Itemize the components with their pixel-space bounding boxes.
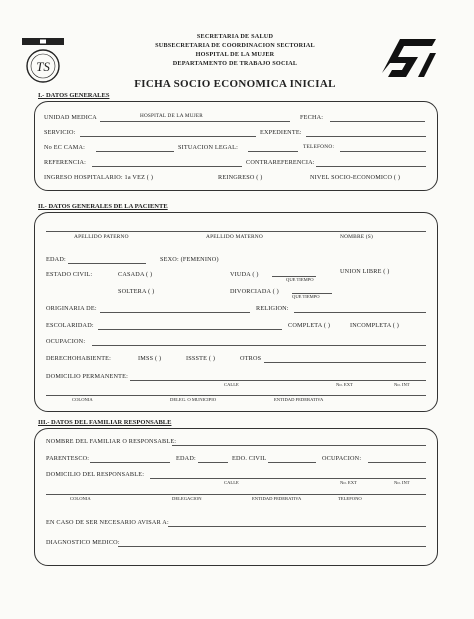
unidad-medica-label: UNIDAD MEDICA <box>44 114 97 121</box>
contrarreferencia-label: CONTRAREFERENCIA: <box>246 159 315 166</box>
no-int-familiar-label: No. INT <box>394 480 410 485</box>
edo-civil-line[interactable] <box>268 462 316 463</box>
no-ec-cama-line[interactable] <box>96 151 174 152</box>
en-caso-label: EN CASO DE SER NECESARIO AVISAR A: <box>46 519 169 526</box>
diagnostico-label: DIAGNOSTICO MEDICO: <box>46 539 120 546</box>
otros-line[interactable] <box>264 362 426 363</box>
nombre-paciente-line[interactable] <box>46 231 426 232</box>
ssa-logo-icon <box>378 33 438 79</box>
edad-label: EDAD: <box>46 256 66 263</box>
telefono-label: TELEFONO: <box>303 144 335 150</box>
telefono-familiar-label: TELEFONO <box>338 496 362 501</box>
contrarreferencia-line[interactable] <box>316 166 426 167</box>
union-libre-checkbox[interactable]: UNION LIBRE ( ) <box>340 268 390 275</box>
ocupacion-familiar-label: OCUPACION: <box>322 455 362 462</box>
casada-checkbox[interactable]: CASADA ( ) <box>118 271 153 278</box>
edad-familiar-line[interactable] <box>198 462 228 463</box>
nombre-familiar-label: NOMBRE DEL FAMILIAR O RESPONSABLE: <box>46 438 177 445</box>
religion-line[interactable] <box>294 312 426 313</box>
domicilio-line-2[interactable] <box>46 395 426 396</box>
diagnostico-line[interactable] <box>118 546 426 547</box>
soltera-checkbox[interactable]: SOLTERA ( ) <box>118 288 155 295</box>
expediente-label: EXPEDIENTE: <box>260 129 302 136</box>
ocupacion-familiar-line[interactable] <box>368 462 426 463</box>
ocupacion-label: OCUPACION: <box>46 338 86 345</box>
ocupacion-line[interactable] <box>92 345 426 346</box>
domicilio-permanente-label: DOMICILIO PERMANENTE: <box>46 373 129 380</box>
estado-civil-label: ESTADO CIVIL: <box>46 271 93 278</box>
entidad-familiar-label: ENTIDAD FEDERATIVA <box>252 496 302 501</box>
no-ext-label: No. EXT <box>336 382 353 387</box>
nivel-socioeconomico-checkbox[interactable]: NIVEL SOCIO-ECONOMICO ( ) <box>310 174 401 181</box>
calle-familiar-label: CALLE <box>224 480 239 485</box>
header-line-subsecretaria: SUBSECRETARIA DE COORDINACION SECTORIAL <box>155 42 315 49</box>
reingreso-checkbox[interactable]: REINGRESO ( ) <box>218 174 263 181</box>
calle-label: CALLE <box>224 382 239 387</box>
referencia-label: REFERENCIA: <box>44 159 87 166</box>
header-line-hospital: HOSPITAL DE LA MUJER <box>195 51 275 58</box>
no-ec-cama-label: No EC CAMA: <box>44 144 86 151</box>
ingreso-hospitalario-checkbox[interactable]: INGRESO HOSPITALARIO: 1a VEZ ( ) <box>44 174 154 181</box>
domicilio-line[interactable] <box>130 380 426 381</box>
nombres-label: NOMBRE (S) <box>340 234 373 240</box>
colonia-label: COLONIA <box>72 397 93 402</box>
no-ext-familiar-label: No. EXT <box>340 480 357 485</box>
domicilio-responsable-label: DOMICILIO DEL RESPONSABLE: <box>46 471 145 478</box>
svg-text:TS: TS <box>36 59 50 74</box>
issste-checkbox[interactable]: ISSSTE ( ) <box>186 355 216 362</box>
parentesco-line[interactable] <box>90 462 170 463</box>
situacion-legal-label: SITUACION LEGAL: <box>178 144 239 151</box>
domicilio-responsable-line-2[interactable] <box>46 494 426 495</box>
sexo-label: SEXO: (FEMENINO) <box>160 256 219 263</box>
edad-familiar-label: EDAD: <box>176 455 196 462</box>
section3-heading: III.- DATOS DEL FAMILIAR RESPONSABLE <box>38 419 172 426</box>
entidad-label: ENTIDAD FEDERATIVA <box>274 397 324 402</box>
expediente-line[interactable] <box>306 136 426 137</box>
no-int-label: No. INT <box>394 382 410 387</box>
religion-label: RELIGION: <box>256 305 289 312</box>
apellido-materno-label: APELLIDO MATERNO <box>206 234 263 240</box>
fecha-label: FECHA: <box>300 114 324 121</box>
trabajo-social-seal-icon <box>18 36 68 86</box>
form-title: FICHA SOCIO ECONOMICA INICIAL <box>134 78 336 90</box>
que-tiempo-1-label: QUE TIEMPO <box>286 277 314 282</box>
colonia-familiar-label: COLONIA <box>70 496 91 501</box>
section2-heading: II.- DATOS GENERALES DE LA PACIENTE <box>38 203 168 210</box>
escolaridad-label: ESCOLARIDAD: <box>46 322 94 329</box>
viuda-checkbox[interactable]: VIUDA ( ) <box>230 271 259 278</box>
edad-line[interactable] <box>68 263 146 264</box>
header-line-departamento: DEPARTAMENTO DE TRABAJO SOCIAL <box>172 60 298 67</box>
edo-civil-label: EDO. CIVIL <box>232 455 267 462</box>
servicio-label: SERVICIO: <box>44 129 76 136</box>
situacion-legal-line[interactable] <box>248 151 298 152</box>
originaria-label: ORIGINARIA DE: <box>46 305 97 312</box>
unidad-medica-value: HOSPITAL DE LA MUJER <box>140 113 203 119</box>
servicio-line[interactable] <box>80 136 256 137</box>
delegacion-label: DELEG. O MUNICIPIO <box>170 397 217 402</box>
que-tiempo-2-label: QUE TIEMPO <box>292 294 320 299</box>
domicilio-responsable-line[interactable] <box>150 478 426 479</box>
delegacion-familiar-label: DELEGACION <box>172 496 202 501</box>
completa-checkbox[interactable]: COMPLETA ( ) <box>288 322 331 329</box>
derechohabiente-label: DERECHOHABIENTE: <box>46 355 112 362</box>
referencia-line[interactable] <box>92 166 242 167</box>
section1-heading: I.- DATOS GENERALES <box>38 92 110 99</box>
incompleta-checkbox[interactable]: INCOMPLETA ( ) <box>350 322 400 329</box>
escolaridad-line[interactable] <box>98 329 282 330</box>
imss-checkbox[interactable]: IMSS ( ) <box>138 355 162 362</box>
parentesco-label: PARENTESCO: <box>46 455 90 462</box>
telefono-line[interactable] <box>340 151 426 152</box>
divorciada-checkbox[interactable]: DIVORCIADA ( ) <box>230 288 279 295</box>
nombre-familiar-line[interactable] <box>172 445 426 446</box>
unidad-medica-line[interactable] <box>100 121 290 122</box>
apellido-paterno-label: APELLIDO PATERNO <box>74 234 129 240</box>
header-line-secretaria: SECRETARIA DE SALUD <box>196 33 274 40</box>
originaria-line[interactable] <box>100 312 250 313</box>
fecha-line[interactable] <box>330 121 425 122</box>
en-caso-line[interactable] <box>168 526 426 527</box>
otros-label: OTROS <box>240 355 262 362</box>
